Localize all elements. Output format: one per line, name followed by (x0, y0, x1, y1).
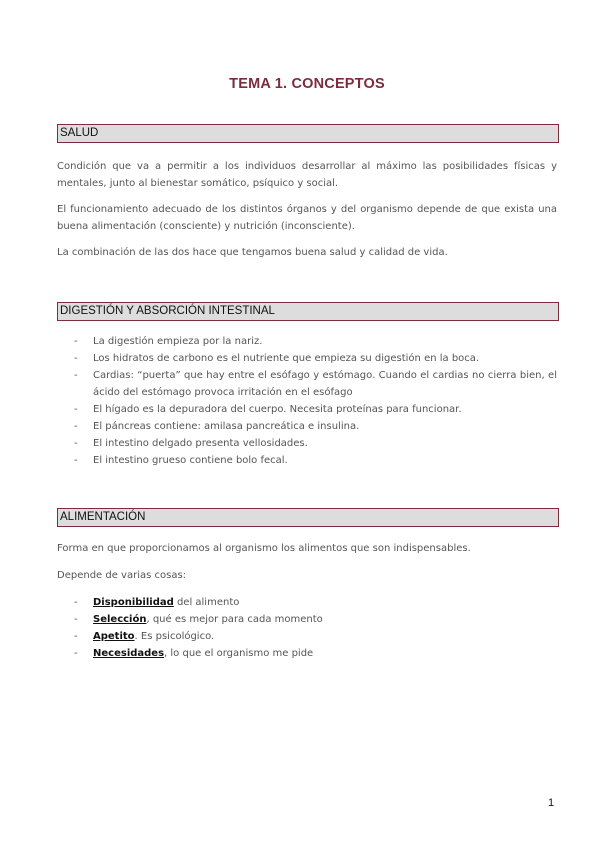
term: Necesidades (93, 648, 165, 659)
list-item: - El hígado es la depuradora del cuerpo. Necesita proteínas para funcionar. (57, 401, 557, 418)
page-title: TEMA 1. CONCEPTOS (229, 76, 385, 92)
salud-paragraph-3: La combinación de las dos hace que tengamos buena salud y calidad de vida. (57, 247, 448, 258)
alimentacion-paragraph-2: Depende de varias cosas: (57, 570, 187, 581)
section-heading-digestion: DIGESTIÓN Y ABSORCIÓN INTESTINAL (57, 302, 559, 321)
bullet-dash: - (74, 631, 78, 642)
bullet-dash: - (74, 614, 78, 625)
list-item: - El páncreas contiene: amilasa pancreática e insulina. (57, 418, 557, 435)
alimentacion-paragraph-1: Forma en que proporcionamos al organismo los alimentos que son indispensables. (57, 543, 471, 554)
term: Selección (93, 614, 147, 625)
bullet-dash: - (74, 404, 78, 415)
list-item: - La digestión empieza por la nariz. (57, 333, 557, 350)
bullet-dash: - (74, 597, 78, 608)
bullet-dash: - (74, 370, 78, 381)
section-heading-alimentacion: ALIMENTACIÓN (57, 508, 559, 527)
list-item: - El intestino grueso contiene bolo fecal. (57, 452, 557, 469)
list-item: - Cardias: “puerta” que hay entre el esófago y estómago. Cuando el cardias no cierra bien, el ácido del estómago provoca irritación en el esófago (57, 367, 557, 401)
bullet-dash: - (74, 336, 78, 347)
list-item: - Necesidades, lo que el organismo me pide (57, 645, 557, 662)
list-item: - El intestino delgado presenta vellosidades. (57, 435, 557, 452)
bullet-dash: - (74, 353, 78, 364)
list-item: - Selección, qué es mejor para cada momento (57, 611, 557, 628)
list-item: - Apetito. Es psicológico. (57, 628, 557, 645)
bullet-dash: - (74, 648, 78, 659)
list-item: - Los hidratos de carbono es el nutriente que empieza su digestión en la boca. (57, 350, 557, 367)
term: Disponibilidad (93, 597, 174, 608)
bullet-dash: - (74, 421, 78, 432)
salud-paragraph-2: El funcionamiento adecuado de los distintos órganos y del organismo depende de que exista una buena alimentación (consciente) y nutrición (inconsciente). (57, 204, 557, 232)
salud-paragraph-1: Condición que va a permitir a los individuos desarrollar al máximo las posibilidades físicas y mentales, junto al bienestar somático, psíquico y social. (57, 161, 557, 189)
page-number: 1 (548, 797, 555, 809)
term: Apetito (93, 631, 135, 642)
alimentacion-list (57, 594, 557, 662)
list-item: - Disponibilidad del alimento (57, 594, 557, 611)
bullet-dash: - (74, 438, 78, 449)
digestion-list (57, 333, 557, 469)
section-heading-salud: SALUD (57, 124, 559, 143)
bullet-dash: - (74, 455, 78, 466)
